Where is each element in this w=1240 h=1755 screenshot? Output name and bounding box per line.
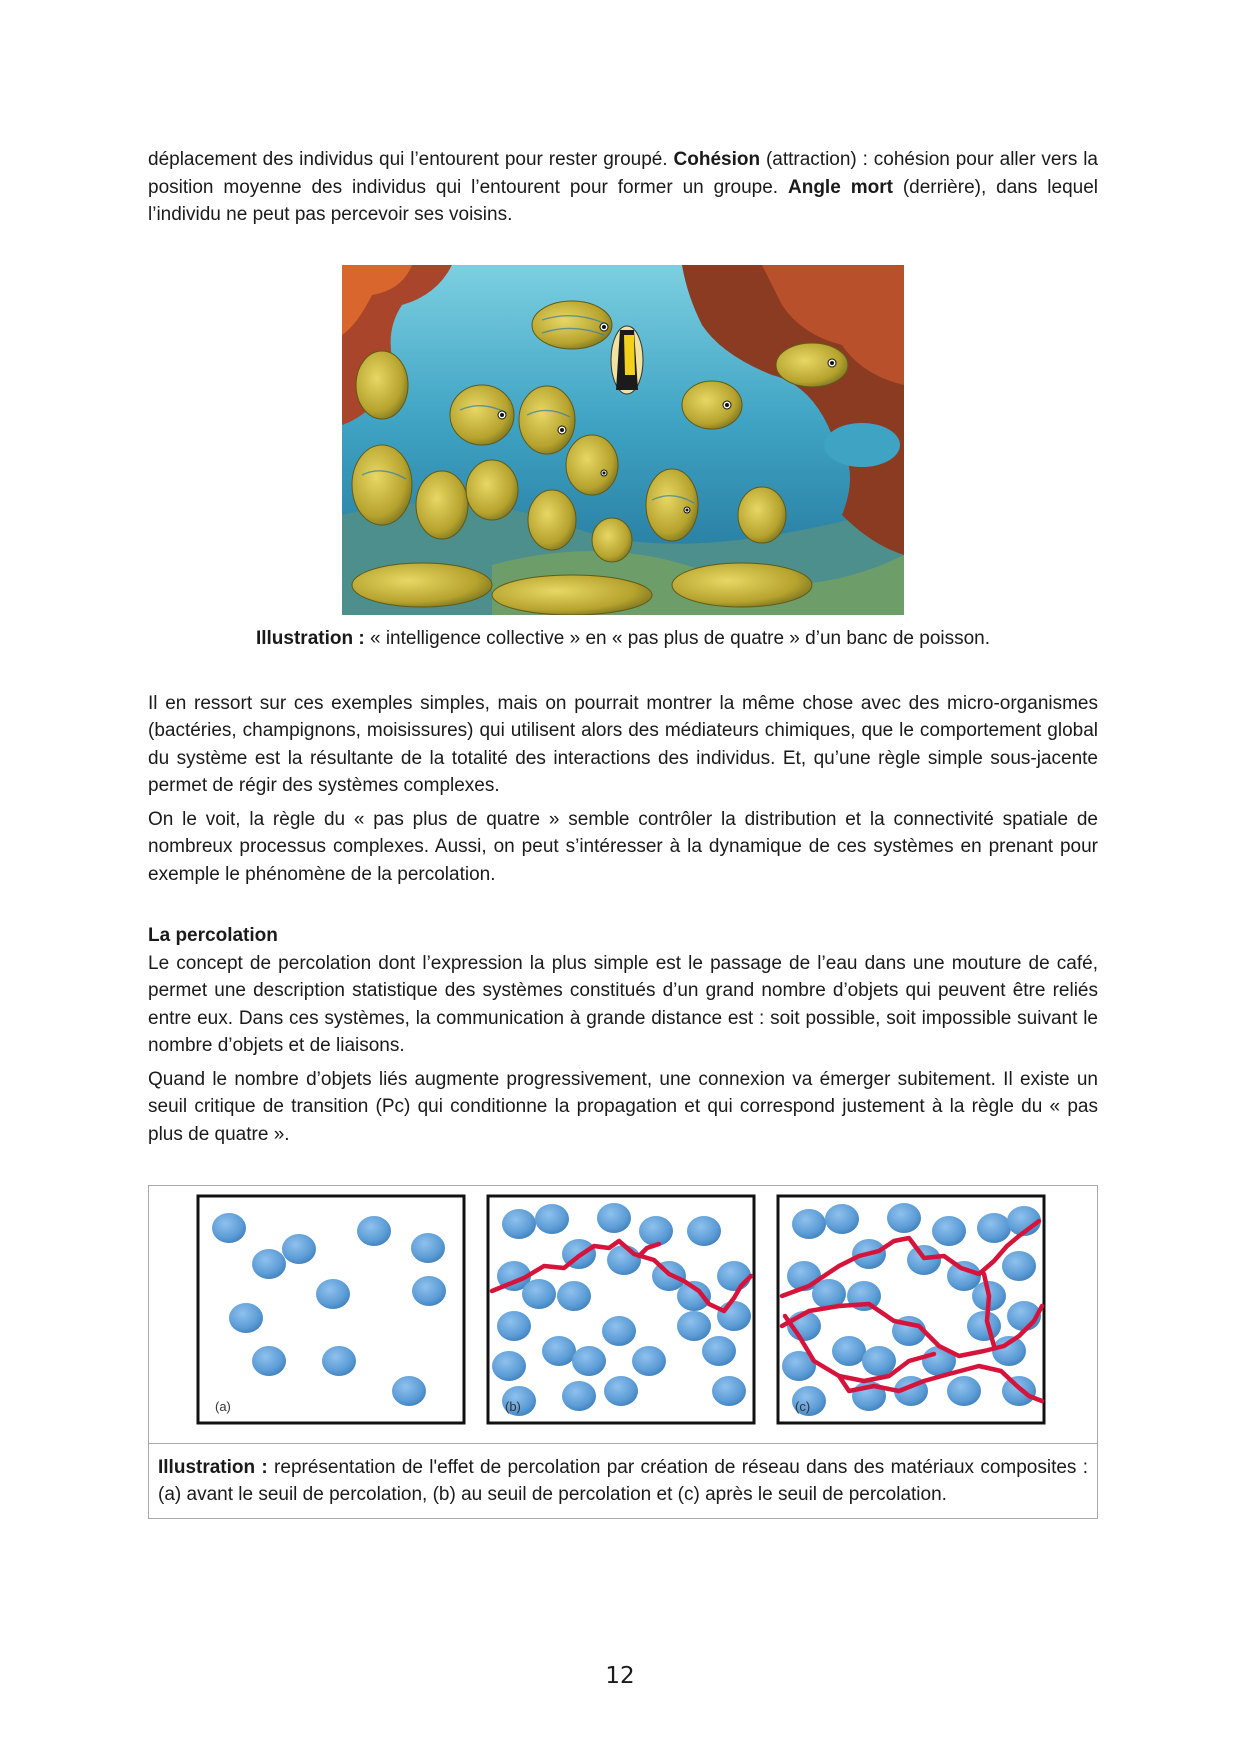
panel-c-label: (c) xyxy=(795,1399,811,1414)
intro-text: déplacement des individus qui l’entourent pour rester groupé. xyxy=(148,149,674,170)
percolation-figure xyxy=(149,1186,1097,1444)
paragraph-percolation-seuil: Quand le nombre d’objets liés augmente progressivement, une connexion va émerger subitement. Il existe un seuil critique de transition (Pc) qui conditionne la propagation et qui correspond justement à la règle du « pas plus de quatre ». xyxy=(148,1068,1098,1145)
panel-c xyxy=(778,1196,1044,1423)
panel-a-label: (a) xyxy=(215,1399,231,1414)
section-heading-percolation: La percolation xyxy=(148,925,278,946)
fish-school-illustration xyxy=(342,265,904,615)
percolation-figure-box xyxy=(148,1185,1098,1519)
butterflyfish xyxy=(611,326,643,394)
intro-paragraph xyxy=(148,146,1098,229)
fish-caption xyxy=(148,625,1098,652)
fish-caption-label: Illustration : xyxy=(255,627,365,649)
panel-b-label: (b) xyxy=(505,1399,521,1414)
percolation-caption-text: représentation de l'effet de percolation par création de réseau dans des matériaux composites : (a) avant le seuil de percolation, (b) au seuil de percolation et (c) après le seuil de percolation. xyxy=(158,1457,1088,1505)
angle-mort-term: Angle mort xyxy=(788,176,893,198)
paragraph-micro-organismes: Il en ressort sur ces exemples simples, mais on pourrait montrer la même chose avec des micro-organismes (bactéries, champignons, moisissures) qui utilisent alors des médiateurs chimiques, que le comportement global du système est la résultante de la totalité des interactions des individus. Et, qu’une règle simple sous-jacente permet de régir des systèmes complexes. xyxy=(148,692,1098,796)
angle-mort-text: (derrière), dans lequel l’individu ne peut pas percevoir ses voisins. xyxy=(148,176,1098,225)
panel-a xyxy=(198,1196,464,1423)
fish-school-photo xyxy=(342,265,904,615)
percolation-caption-label: Illustration : xyxy=(158,1457,268,1478)
cohesion-term: Cohésion xyxy=(673,149,761,170)
page-number: 12 xyxy=(605,1663,635,1689)
fish-caption-text: « intelligence collective » en « pas plus de quatre » d’un banc de poisson. xyxy=(364,627,991,649)
percolation-panels xyxy=(149,1186,1097,1443)
percolation-caption xyxy=(149,1444,1097,1518)
panel-b xyxy=(488,1196,754,1423)
paragraph-percolation-concept: Le concept de percolation dont l’expression la plus simple est le passage de l’eau dans une mouture de café, permet une description statistique des systèmes constitués d’un grand nombre d’objets qui peuvent être reliés entre eux. Dans ces systèmes, la communication à grande distance est : soit possible, soit impossible suivant le nombre d’objets et de liaisons. xyxy=(148,952,1098,1056)
coral-opening xyxy=(824,423,900,467)
page-content xyxy=(148,146,1098,1519)
cohesion-text: (attraction) : cohésion pour aller vers la position moyenne des individus qui l’entourent pour former un groupe. xyxy=(148,149,1098,198)
paragraph-pas-plus-de-quatre: On le voit, la règle du « pas plus de quatre » semble contrôler la distribution et la connectivité spatiale de nombreux processus complexes. Aussi, on peut s’intéresser à la dynamique de ces systèmes en prenant pour exemple le phénomène de la percolation. xyxy=(148,808,1098,885)
